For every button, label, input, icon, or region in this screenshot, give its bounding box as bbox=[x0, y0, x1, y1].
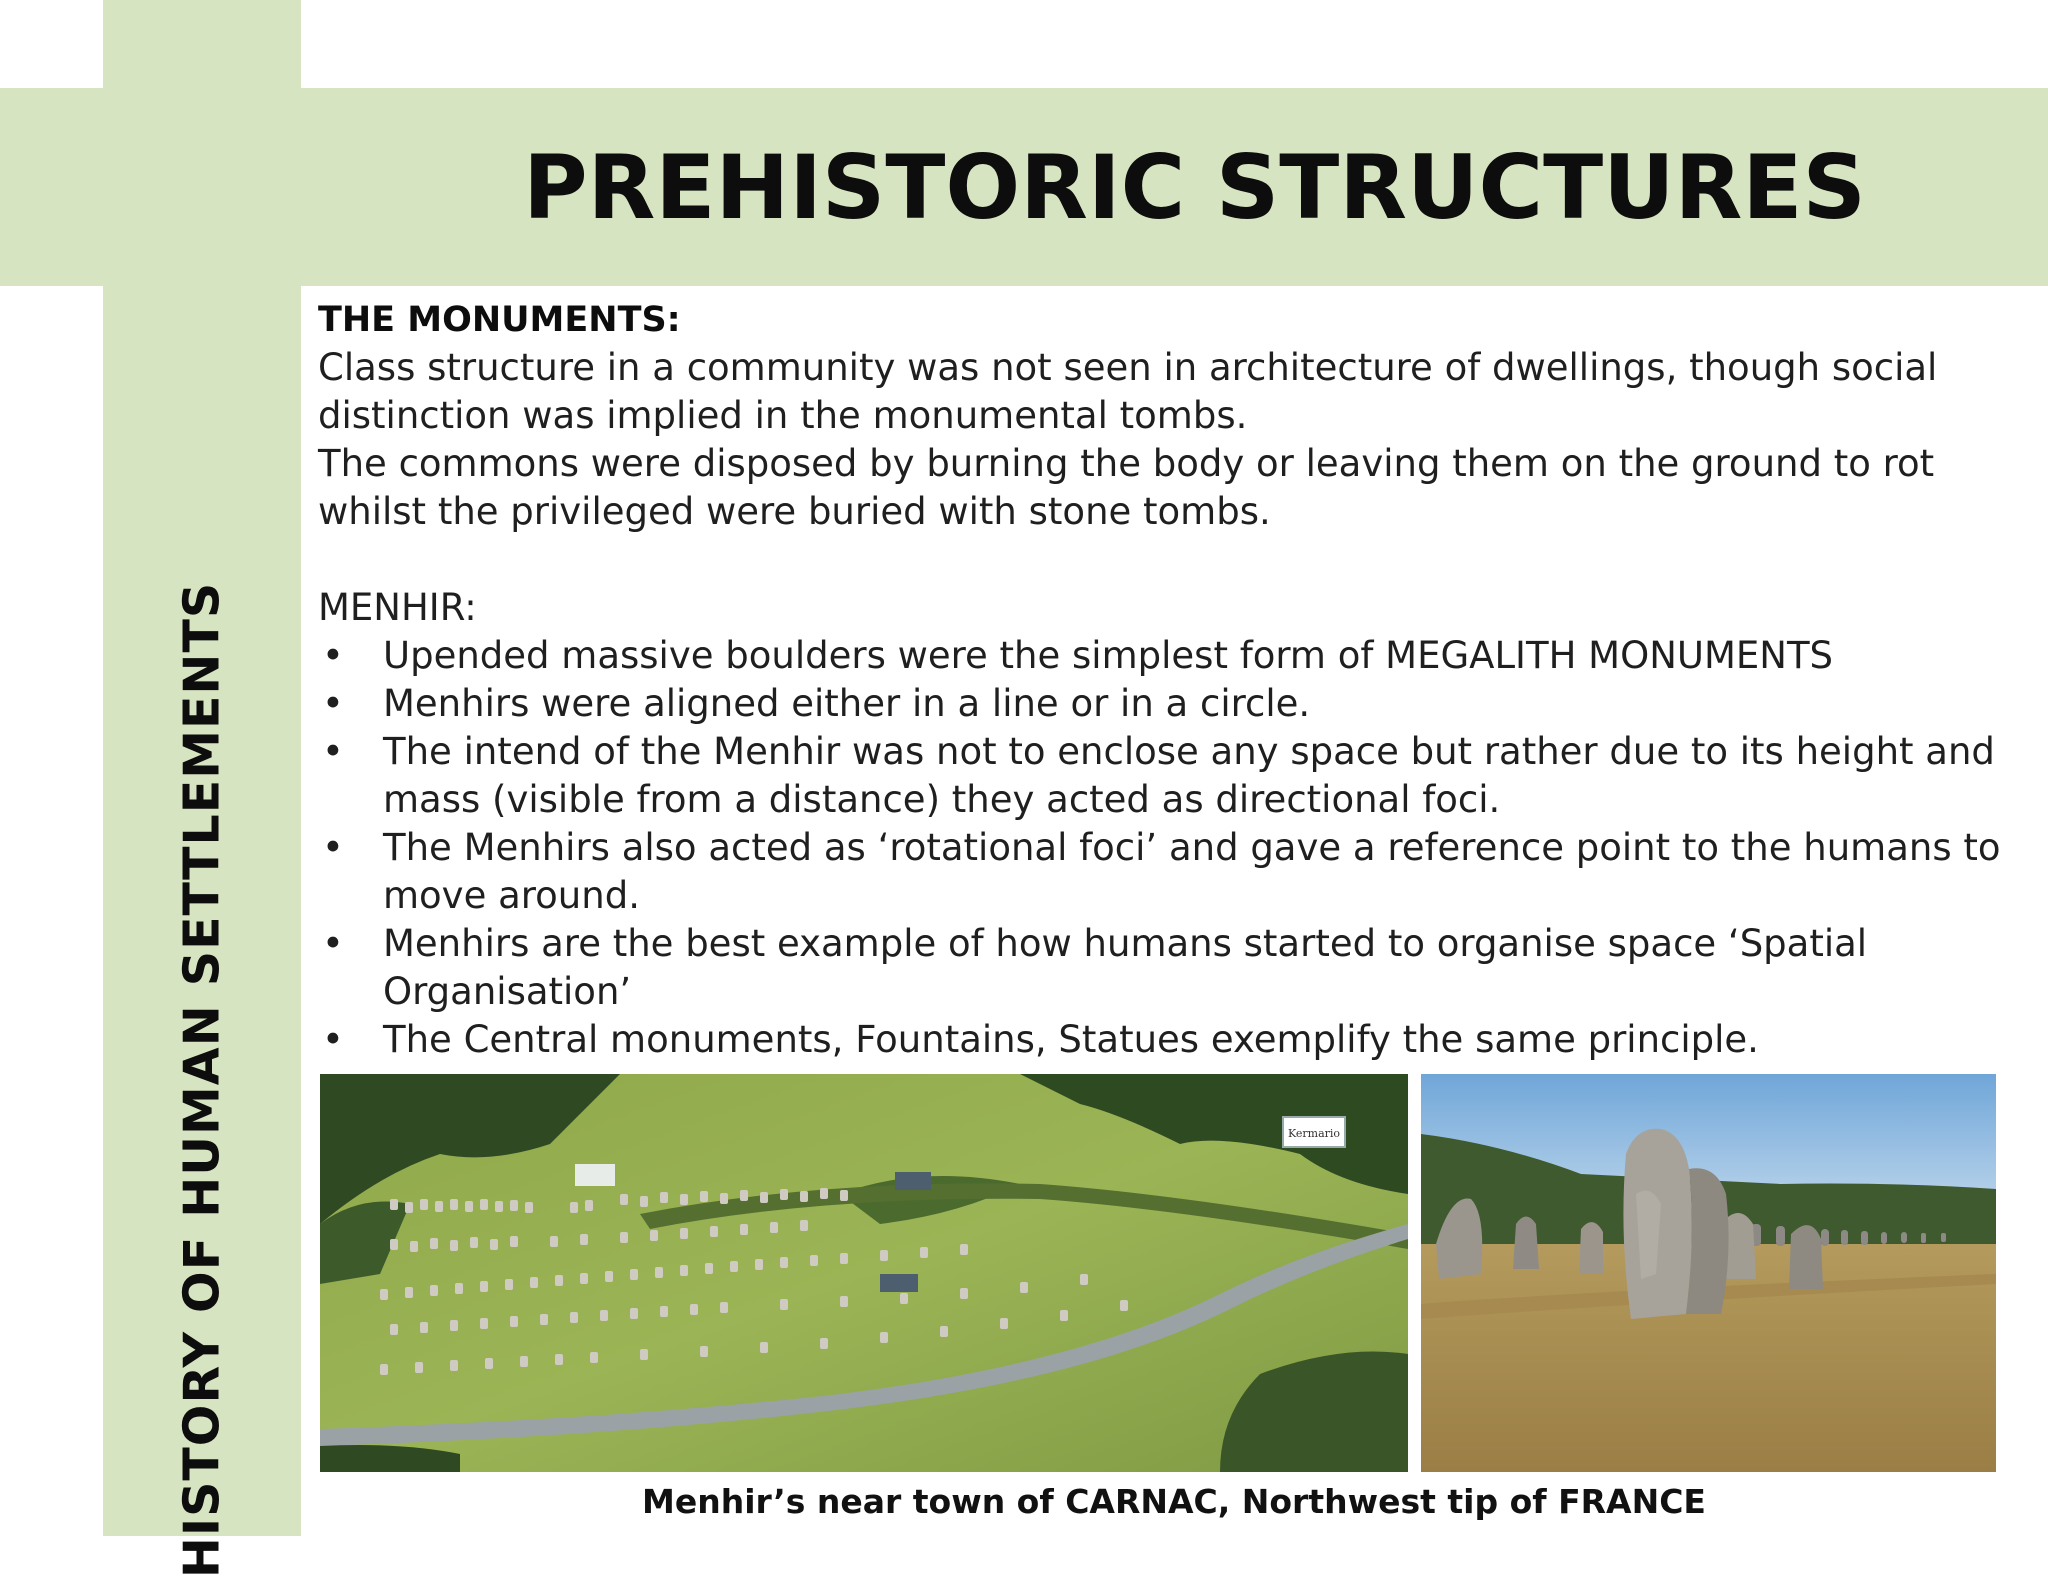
monuments-paragraph-2: The commons were disposed by burning the body or leaving them on the ground to rot whilst the privileged were buried with stone tombs. bbox=[318, 442, 1935, 533]
list-item: • The Menhirs also acted as ‘rotational foci’ and gave a reference point to the humans to move around. bbox=[318, 824, 2038, 920]
aerial-photo-carnac bbox=[320, 1074, 1408, 1472]
menhir-heading: MENHIR: bbox=[318, 586, 477, 629]
side-section-label: HISTORY OF HUMAN SETTLEMENTS bbox=[173, 581, 231, 1578]
list-item: • The intend of the Menhir was not to enclose any space but rather due to its height and mass (visible from a distance) they acted as directional foci. bbox=[318, 728, 2038, 824]
list-item: • Menhirs are the best example of how humans started to organise space ‘Spatial Organisation’ bbox=[318, 920, 2038, 1016]
monuments-paragraph-1: Class structure in a community was not seen in architecture of dwellings, though social distinction was implied in the monumental tombs. bbox=[318, 346, 1938, 437]
list-item: • Menhirs were aligned either in a line or in a circle. bbox=[318, 680, 2038, 728]
list-item: • The Central monuments, Fountains, Statues exemplify the same principle. bbox=[318, 1016, 2038, 1064]
spacer bbox=[318, 536, 2038, 584]
slide-body bbox=[318, 296, 2038, 1064]
page-title: PREHISTORIC STRUCTURES bbox=[523, 135, 1866, 239]
kermario-sign: Kermario bbox=[1287, 1127, 1341, 1140]
menhir-bullet-list bbox=[318, 632, 2038, 1064]
list-item: • Upended massive boulders were the simplest form of MEGALITH MONUMENTS bbox=[318, 632, 2038, 680]
ground-photo-menhirs bbox=[1421, 1074, 1996, 1472]
photo-caption: Menhir’s near town of CARNAC, Northwest tip of FRANCE bbox=[642, 1482, 1706, 1521]
monuments-heading: THE MONUMENTS: bbox=[318, 300, 681, 340]
